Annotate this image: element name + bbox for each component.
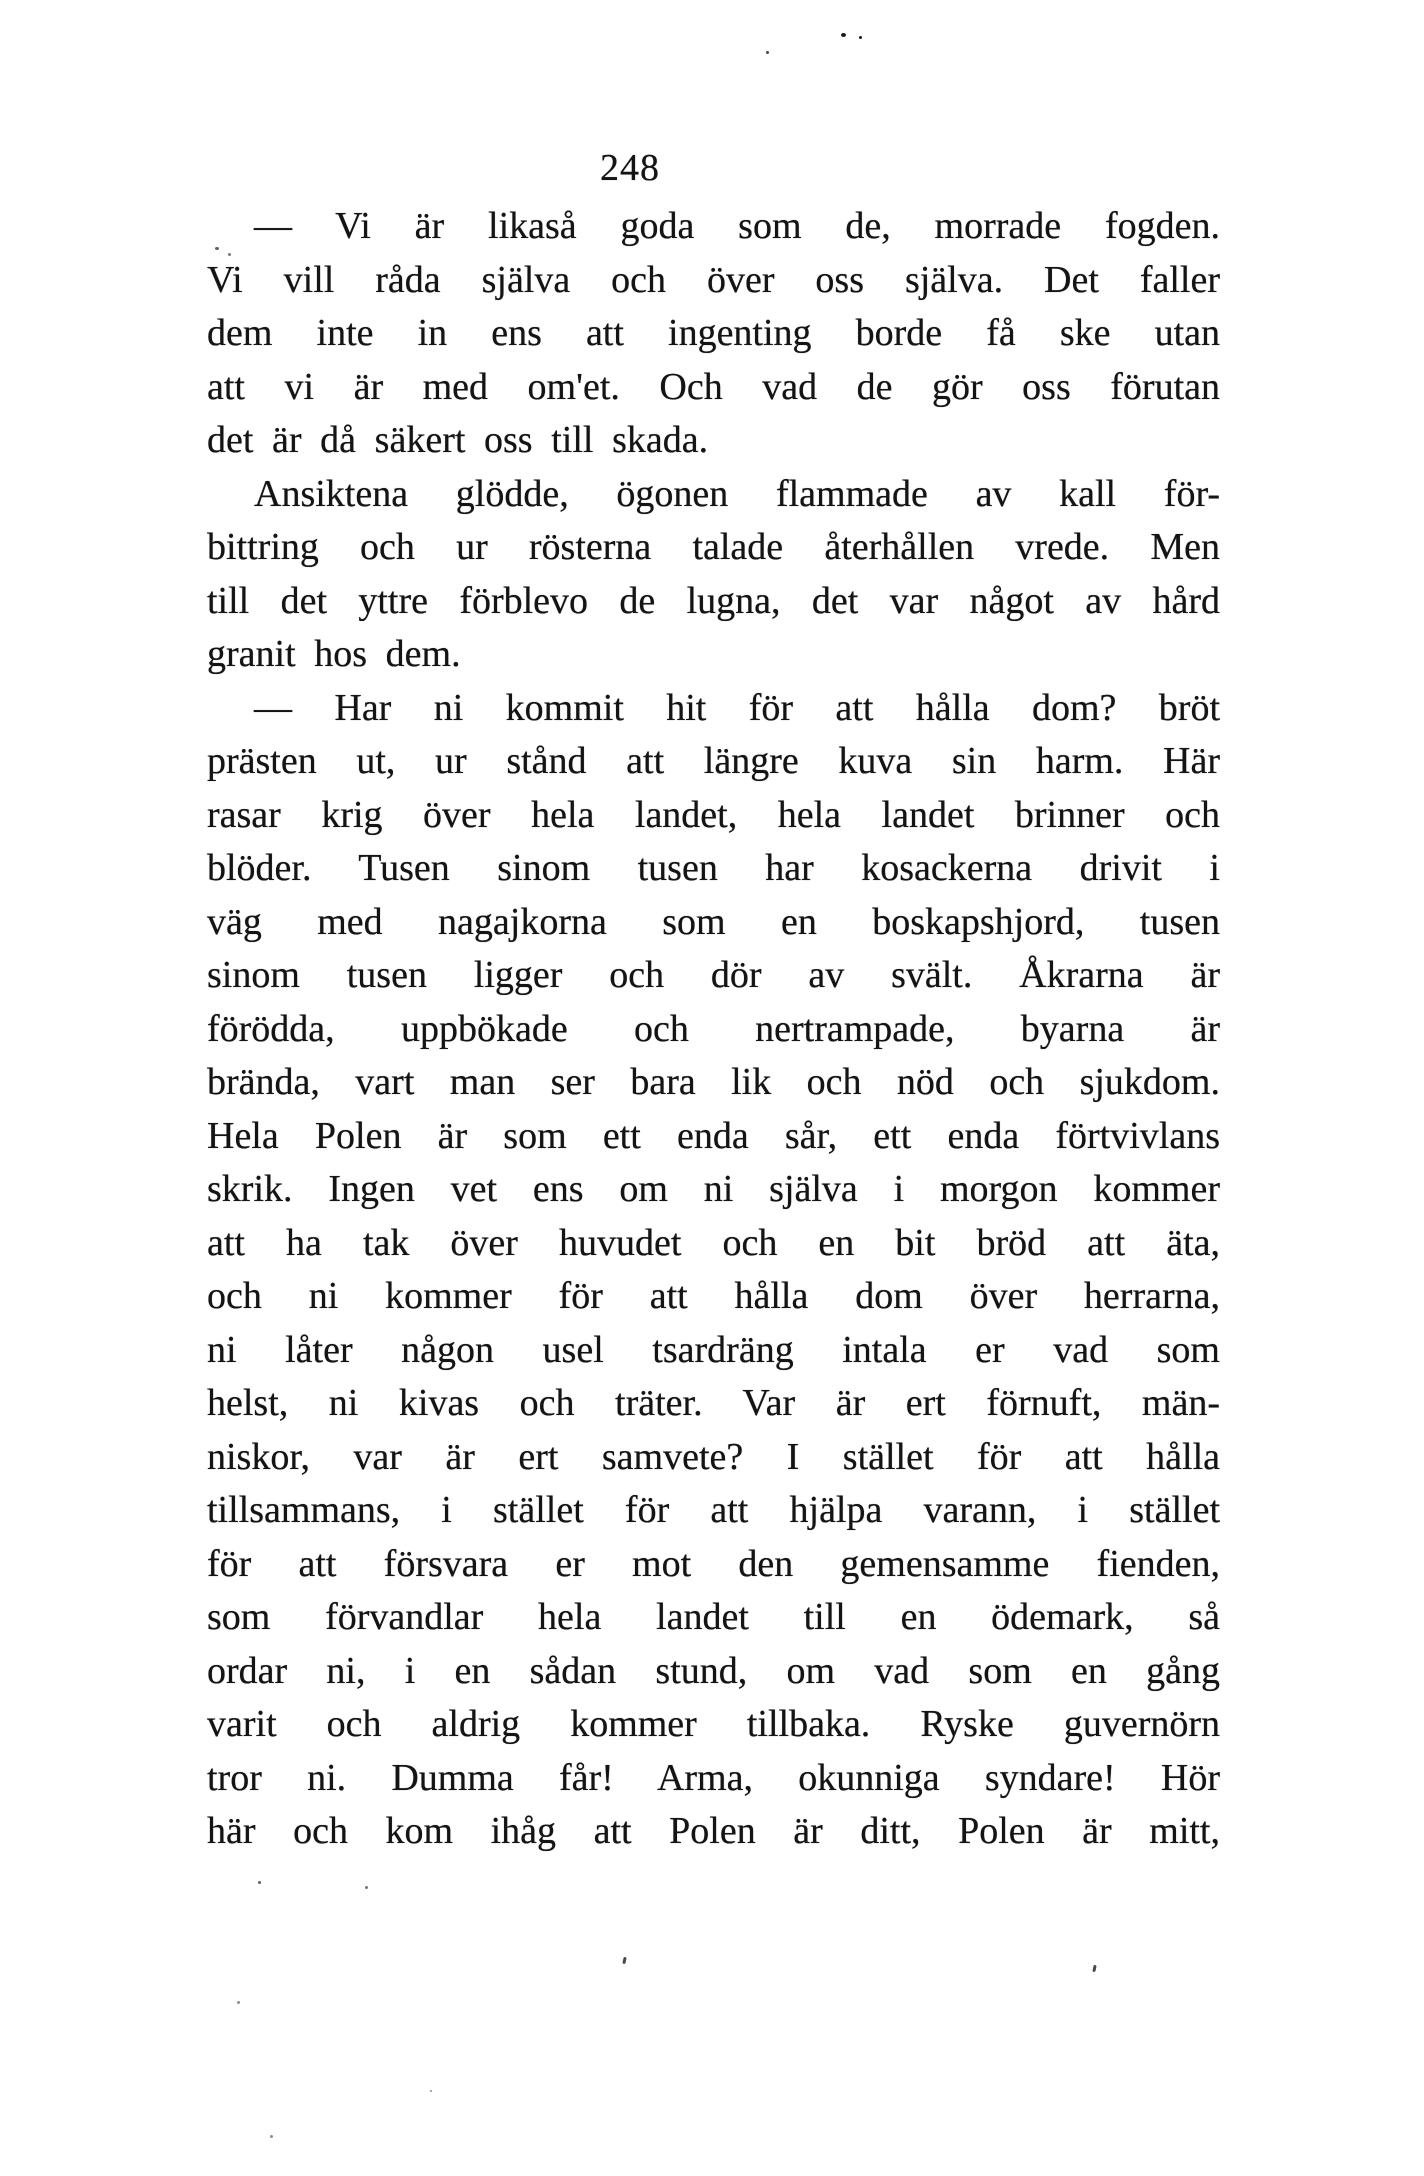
text-line: prästen ut, ur stånd att längre kuva sin harm. Här (207, 740, 1220, 782)
text-line: skrik. Ingen vet ens om ni själva i morgon kommer (207, 1168, 1220, 1210)
scan-speck (622, 1957, 626, 1964)
text-line: väg med nagajkorna som en boskapshjord, tusen (207, 900, 1220, 943)
text-line: tillsammans, i stället för att hjälpa varann, i stället (207, 1489, 1220, 1531)
text-line: Ansiktena glödde, ögonen flammade av kall för- (254, 472, 1220, 515)
text-line: rasar krig över hela landet, hela landet brinner och (207, 793, 1220, 836)
text-line: — Vi är likaså goda som de, morrade fogden. (254, 205, 1220, 247)
text-line: niskor, var är ert samvete? I stället för att hålla (207, 1435, 1220, 1478)
text-line: ni låter någon usel tsardräng intala er vad som (207, 1328, 1220, 1371)
text-line: att ha tak över huvudet och en bit bröd att äta, (207, 1221, 1220, 1264)
text-line: Hela Polen är som ett enda sår, ett enda förtvivlans (207, 1114, 1220, 1157)
text-line: ordar ni, i en sådan stund, om vad som en gång (207, 1649, 1220, 1692)
text-line: granit hos dem. (207, 633, 461, 675)
text-line: det är då säkert oss till skada. (207, 419, 709, 461)
scan-speck (237, 2001, 240, 2004)
text-line: blöder. Tusen sinom tusen har kosackerna drivit i (207, 847, 1220, 889)
text-line: och ni kommer för att hålla dom över herrarna, (207, 1275, 1220, 1317)
text-block (207, 200, 1220, 1859)
scan-speck (1092, 1965, 1096, 1972)
text-line: till det yttre förblevo de lugna, det var något av hård (207, 579, 1220, 622)
text-line: — Har ni kommit hit för att hålla dom? bröt (254, 686, 1220, 729)
text-line: sinom tusen ligger och dör av svält. Åkrarna är (207, 954, 1220, 996)
text-line: varit och aldrig kommer tillbaka. Ryske guvernörn (207, 1703, 1220, 1745)
text-line: brända, vart man ser bara lik och nöd och sjukdom. (207, 1061, 1220, 1103)
scan-speck (215, 247, 219, 250)
scan-speck (859, 36, 862, 39)
scan-speck (430, 2090, 432, 2092)
text-line: som förvandlar hela landet till en ödemark, så (207, 1596, 1220, 1638)
scan-speck (228, 253, 231, 256)
text-line: här och kom ihåg att Polen är ditt, Polen är mitt, (207, 1810, 1220, 1852)
text-line: att vi är med om'et. Och vad de gör oss förutan (207, 365, 1220, 408)
scan-speck (841, 33, 846, 37)
text-line: dem inte in ens att ingenting borde få ske utan (207, 312, 1220, 354)
scan-speck (766, 51, 769, 54)
text-line: bittring och ur rösterna talade återhållen vrede. Men (207, 526, 1220, 568)
page-number: 248 (600, 147, 660, 189)
text-line: tror ni. Dumma får! Arma, okunniga syndare! Hör (207, 1756, 1220, 1799)
scan-speck (365, 1886, 368, 1889)
scan-speck (270, 2135, 273, 2138)
scan-speck (258, 1881, 261, 1884)
text-line: Vi vill råda själva och över oss själva. Det faller (207, 258, 1220, 301)
text-line: för att försvara er mot den gemensamme fienden, (207, 1542, 1220, 1585)
text-line: förödda, uppbökade och nertrampade, byarna är (207, 1007, 1220, 1050)
text-line: helst, ni kivas och träter. Var är ert förnuft, män- (207, 1382, 1220, 1424)
